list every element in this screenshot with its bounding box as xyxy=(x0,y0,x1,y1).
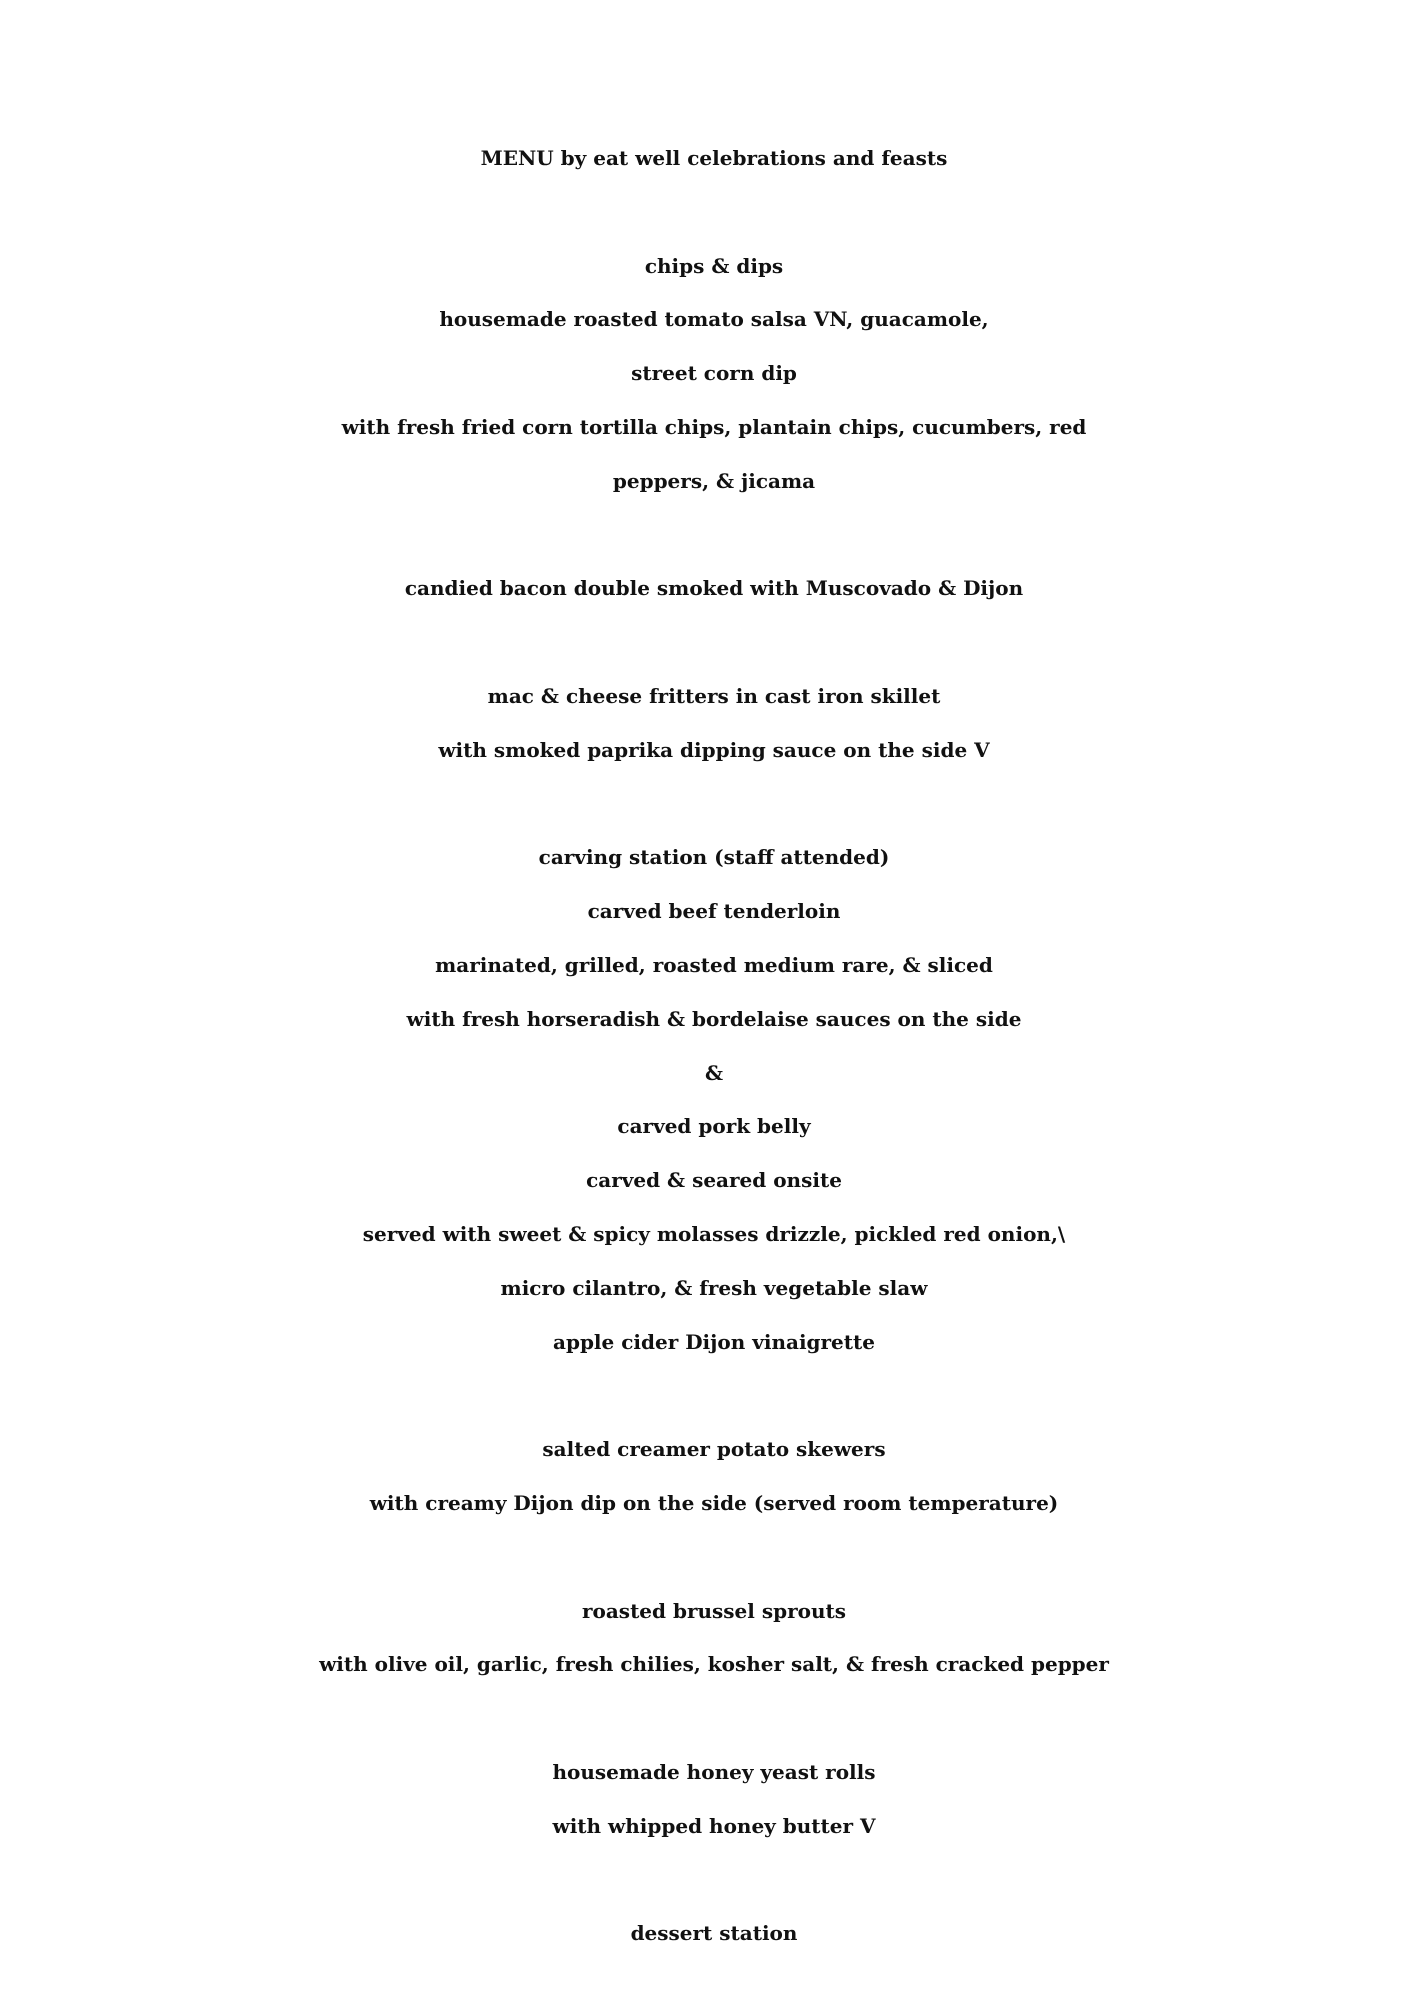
menu-item-detail: with fresh horseradish & bordelaise sauces on the side xyxy=(406,1006,1022,1031)
menu-item-detail: apple cider Dijon vinaigrette xyxy=(553,1329,875,1354)
menu-item-detail: with smoked paprika dipping sauce on the side V xyxy=(438,737,990,762)
menu-item-detail: served with sweet & spicy molasses drizzle, pickled red onion,\ xyxy=(362,1221,1066,1246)
menu-item-heading: carving station (staff attended) xyxy=(538,845,890,870)
menu-item-heading: salted creamer potato skewers xyxy=(542,1437,886,1462)
menu-title: MENU by eat well celebrations and feasts xyxy=(480,146,948,170)
menu-item-detail: peppers, & jicama xyxy=(612,468,816,493)
menu-item-detail: street corn dip xyxy=(631,361,797,386)
section-gap xyxy=(0,616,1428,670)
menu-item-detail: carved pork belly xyxy=(617,1114,811,1139)
menu-item-detail: carved beef tenderloin xyxy=(587,899,841,924)
menu-item-detail: marinated, grilled, roasted medium rare, & sliced xyxy=(435,952,993,977)
menu-document xyxy=(0,132,1428,1961)
menu-item-heading: dessert station xyxy=(630,1921,798,1946)
menu-item-heading: candied bacon double smoked with Muscovado & Dijon xyxy=(404,576,1024,601)
menu-item-detail: carved & seared onsite xyxy=(586,1168,842,1193)
menu-item-detail: with fresh fried corn tortilla chips, plantain chips, cucumbers, red xyxy=(341,414,1087,439)
menu-item-detail: micro cilantro, & fresh vegetable slaw xyxy=(500,1275,928,1300)
section-gap xyxy=(0,1369,1428,1423)
menu-item-heading: housemade honey yeast rolls xyxy=(552,1759,876,1784)
menu-item-heading: mac & cheese fritters in cast iron skillet xyxy=(487,683,941,708)
menu-item-detail: with whipped honey butter V xyxy=(552,1813,876,1838)
menu-item-heading: roasted brussel sprouts xyxy=(581,1598,847,1623)
menu-item-detail: housemade roasted tomato salsa VN, guacamole, xyxy=(439,307,989,332)
section-gap xyxy=(0,1531,1428,1585)
menu-item-detail: with olive oil, garlic, fresh chilies, kosher salt, & fresh cracked pepper xyxy=(319,1652,1109,1677)
menu-item-detail: with creamy Dijon dip on the side (served room temperature) xyxy=(369,1490,1059,1515)
section-gap xyxy=(0,1854,1428,1908)
menu-item-detail: & xyxy=(704,1060,724,1085)
section-gap xyxy=(0,778,1428,832)
section-gap xyxy=(0,509,1428,563)
section-gap xyxy=(0,186,1428,240)
section-gap xyxy=(0,1692,1428,1746)
menu-item-heading: chips & dips xyxy=(644,253,784,278)
